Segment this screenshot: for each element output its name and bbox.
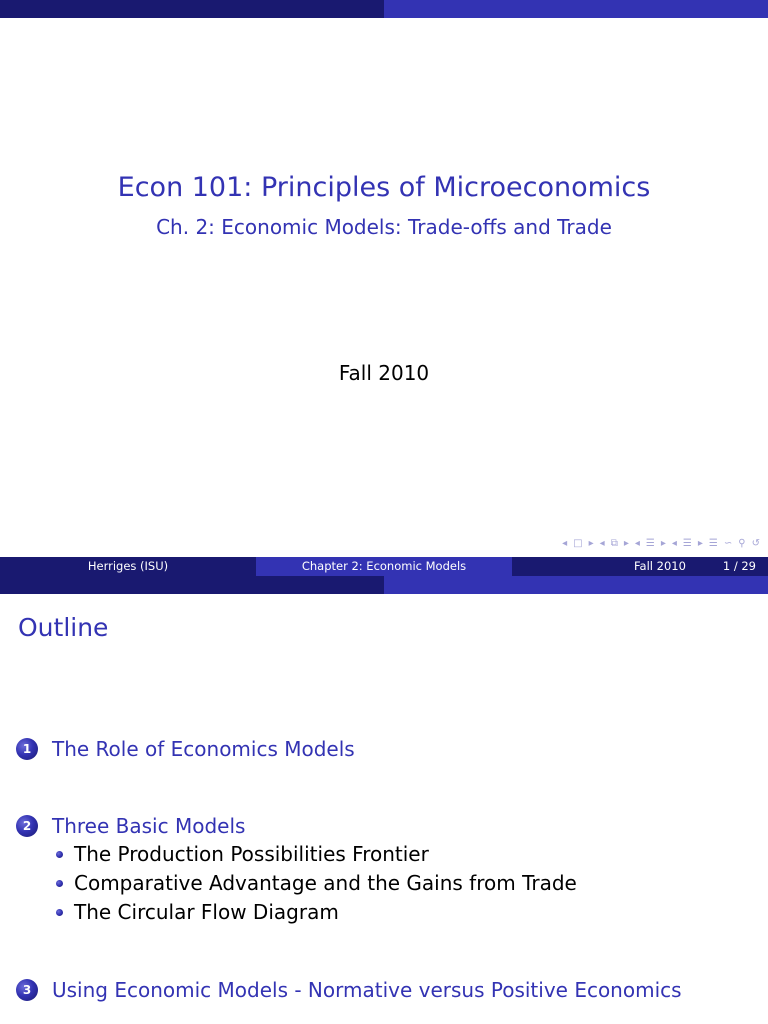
section-title: Three Basic Models: [52, 814, 246, 838]
section-number-ball: 3: [16, 979, 38, 1001]
presentation-date: Fall 2010: [338, 361, 430, 385]
header-bar: [0, 0, 768, 18]
footline: [0, 557, 768, 576]
presentation-subtitle: Ch. 2: Economic Models: Trade-offs and Trade: [156, 215, 612, 239]
subsec2-next-icon[interactable]: ▸: [697, 538, 703, 549]
back-icon[interactable]: ↺: [751, 538, 760, 549]
search-icon[interactable]: ⚲: [738, 538, 746, 549]
subsection-title: The Circular Flow Diagram: [74, 900, 339, 924]
outline-section-1[interactable]: [16, 735, 355, 763]
bullet-icon: [56, 851, 63, 858]
outline-subsection[interactable]: [56, 840, 429, 868]
subsection-icon[interactable]: ⧉: [610, 538, 618, 549]
section-number-ball: 1: [16, 738, 38, 760]
header-bar-left: [0, 0, 384, 18]
frame-icon[interactable]: □: [573, 538, 583, 549]
subsec2-prev-icon[interactable]: ◂: [671, 538, 677, 549]
frame-title: Outline: [18, 613, 109, 642]
header-bar: [0, 576, 768, 594]
outline-slide: [0, 576, 768, 1024]
footer-author: Herriges (ISU): [0, 557, 256, 576]
header-bar-right: [384, 576, 768, 594]
bullet-icon: [56, 880, 63, 887]
footer-page-number: 1 / 29: [722, 559, 756, 573]
section-title: The Role of Economics Models: [52, 737, 355, 761]
outline-section-2[interactable]: [16, 812, 245, 840]
header-bar-left: [0, 576, 384, 594]
section-icon[interactable]: ☰: [645, 538, 655, 549]
align-icon[interactable]: ∽: [723, 538, 733, 549]
footer-date-page: [512, 557, 768, 576]
document-icon[interactable]: ☰: [708, 538, 718, 549]
navigation-symbols: [562, 536, 760, 552]
frame-prev-icon[interactable]: ◂: [562, 538, 568, 549]
frame-next-icon[interactable]: ▸: [588, 538, 594, 549]
header-bar-right: [384, 0, 768, 18]
outline-section-3[interactable]: [16, 976, 682, 1004]
outline-subsection[interactable]: [56, 869, 577, 897]
section-next-icon[interactable]: ▸: [660, 538, 666, 549]
presentation-title: Econ 101: Principles of Microeconomics: [117, 172, 651, 203]
subsection-title: The Production Possibilities Frontier: [74, 842, 429, 866]
subsection-prev-icon[interactable]: ◂: [599, 538, 605, 549]
bullet-icon: [56, 909, 63, 916]
subsec2-icon[interactable]: ☰: [682, 538, 692, 549]
outline-subsection[interactable]: [56, 898, 339, 926]
section-title: Using Economic Models - Normative versus Positive Economics: [52, 978, 682, 1002]
footer-date: Fall 2010: [634, 559, 686, 573]
subsection-title: Comparative Advantage and the Gains from Trade: [74, 871, 577, 895]
subsection-next-icon[interactable]: ▸: [623, 538, 629, 549]
section-prev-icon[interactable]: ◂: [634, 538, 640, 549]
footer-short-title: Chapter 2: Economic Models: [256, 557, 512, 576]
section-number-ball: 2: [16, 815, 38, 837]
